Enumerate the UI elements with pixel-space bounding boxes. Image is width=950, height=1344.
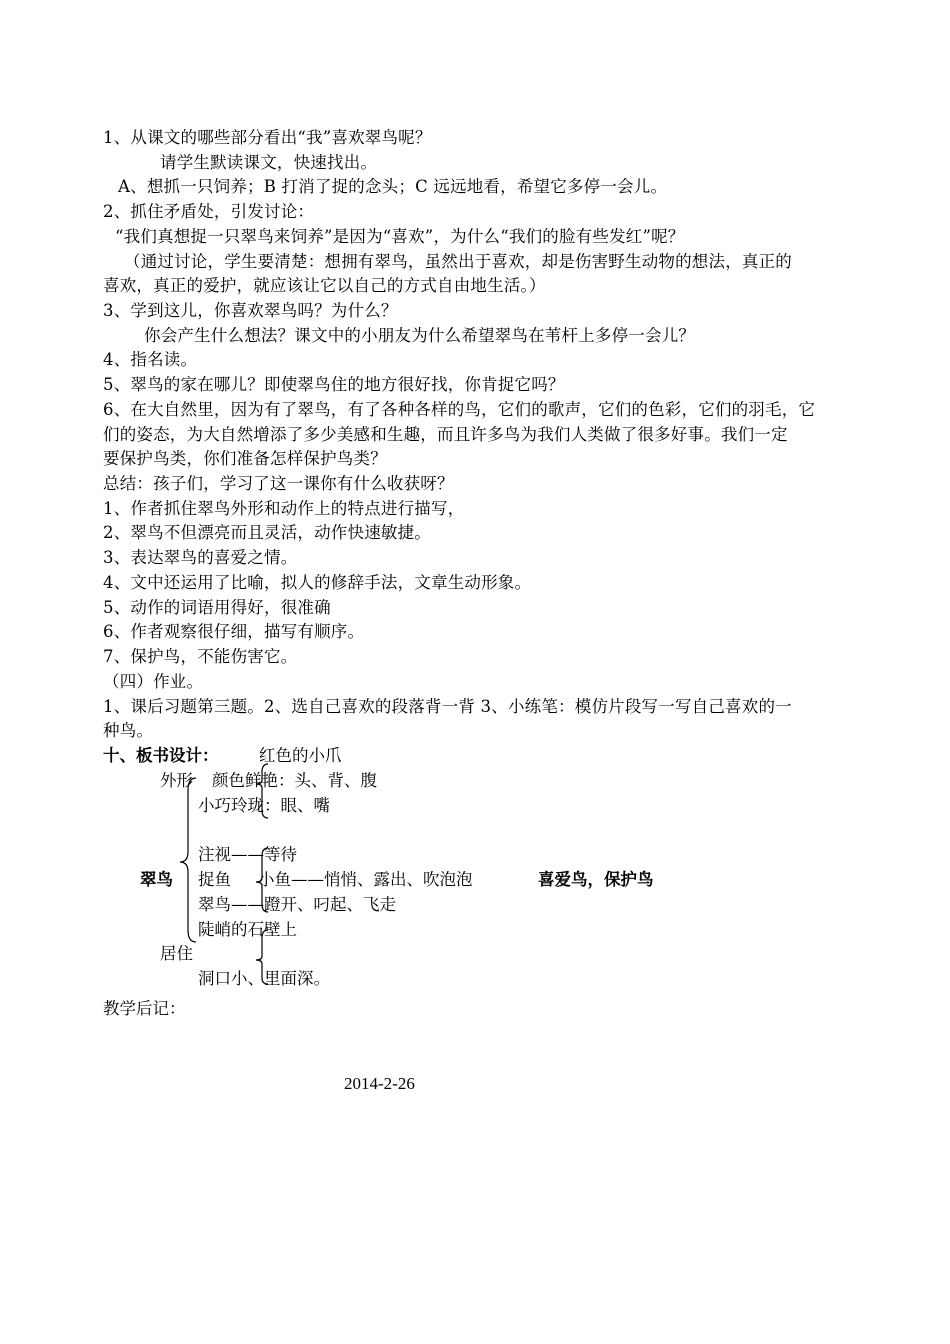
question-3: 3、学到这儿，你喜欢翠鸟吗？为什么？ <box>103 301 398 320</box>
board-cliff: 陡峭的石壁上 <box>198 920 297 939</box>
summary-point-6: 6、作者观察很仔细，描写有顺序。 <box>103 622 365 641</box>
board-center-kingfisher: 翠鸟 <box>140 870 173 889</box>
summary-point-5: 5、动作的词语用得好，很准确 <box>103 598 331 617</box>
summary-heading: 总结：孩子们，学习了这一课你有什么收获呀？ <box>103 474 454 493</box>
question-3-followup: 你会产生什么想法？课文中的小朋友为什么希望翠鸟在苇杆上多停一会儿？ <box>144 326 696 345</box>
question-1-instruction: 请学生默读课文，快速找出。 <box>160 153 378 172</box>
board-catch: 捉鱼 <box>198 870 231 889</box>
board-appearance: 外形 <box>160 771 193 790</box>
board-gaze: 注视——等待 <box>198 845 297 864</box>
question-2-note-line-2: 喜欢，真正的爱护，就应该让它以自己的方式自由地生活。） <box>103 276 546 295</box>
question-2: 2、抓住矛盾处，引发讨论： <box>103 202 315 221</box>
summary-point-7: 7、保护鸟，不能伤害它。 <box>103 647 298 666</box>
question-2-prompt: “我们真想捉一只翠鸟来饲养”是因为“喜欢”，为什么“我们的脸有些发红”呢？ <box>115 227 685 246</box>
question-1-answers: A、想抓一只饲养；B 打消了捉的念头；C 远远地看，希望它多停一会儿。 <box>118 177 668 196</box>
question-6-line-3: 要保护鸟类，你们准备怎样保护鸟类？ <box>103 449 387 468</box>
board-design-heading: 十、板书设计： <box>103 746 219 765</box>
question-5: 5、翠鸟的家在哪儿？即使翠鸟住的地方很好找，你肯捉它吗？ <box>103 375 565 394</box>
board-fish: 小鱼——悄悄、露出、吹泡泡 <box>258 870 473 889</box>
document-date: 2014-2-26 <box>344 1074 415 1093</box>
board-live: 居住 <box>160 944 193 963</box>
homework-heading: （四）作业。 <box>103 672 204 691</box>
summary-point-1: 1、作者抓住翠鸟外形和动作上的特点进行描写， <box>103 499 465 518</box>
afterword-label: 教学后记： <box>103 999 186 1018</box>
board-hole: 洞口小、里面深。 <box>198 969 330 988</box>
homework-line-1: 1、课后习题第三题。2、选自己喜欢的段落背一背 3、小练笔：模仿片段写一写自己喜欢的一 <box>103 697 792 716</box>
question-6-line-2: 们的姿态，为大自然增添了多少美感和生趣，而且许多鸟为我们人类做了很多好事。我们一定 <box>103 425 788 444</box>
homework-line-2: 种鸟。 <box>103 721 154 740</box>
board-color: 颜色鲜艳：头、背、腹 <box>212 771 377 790</box>
question-6-line-1: 6、在大自然里，因为有了翠鸟，有了各种各样的鸟，它们的歌声，它们的色彩，它们的羽毛，它 <box>103 400 816 419</box>
board-delicate: 小巧玲珑：眼、嘴 <box>198 796 330 815</box>
board-conclusion: 喜爱鸟，保护鸟 <box>538 870 654 889</box>
summary-point-4: 4、文中还运用了比喻，拟人的修辞手法，文章生动形象。 <box>103 573 532 592</box>
board-bird-action: 翠鸟——蹬开、叼起、飞走 <box>198 895 396 914</box>
question-4: 4、指名读。 <box>103 350 198 369</box>
summary-point-3: 3、表达翠鸟的喜爱之情。 <box>103 548 298 567</box>
summary-point-2: 2、翠鸟不但漂亮而且灵活，动作快速敏捷。 <box>103 523 431 542</box>
question-1: 1、从课文的哪些部分看出“我”喜欢翠鸟呢？ <box>103 128 432 147</box>
board-claw: 红色的小爪 <box>259 746 342 765</box>
question-2-note-line-1: （通过讨论，学生要清楚：想拥有翠鸟，虽然出于喜欢，却是伤害野生动物的想法，真正的 <box>124 252 792 271</box>
